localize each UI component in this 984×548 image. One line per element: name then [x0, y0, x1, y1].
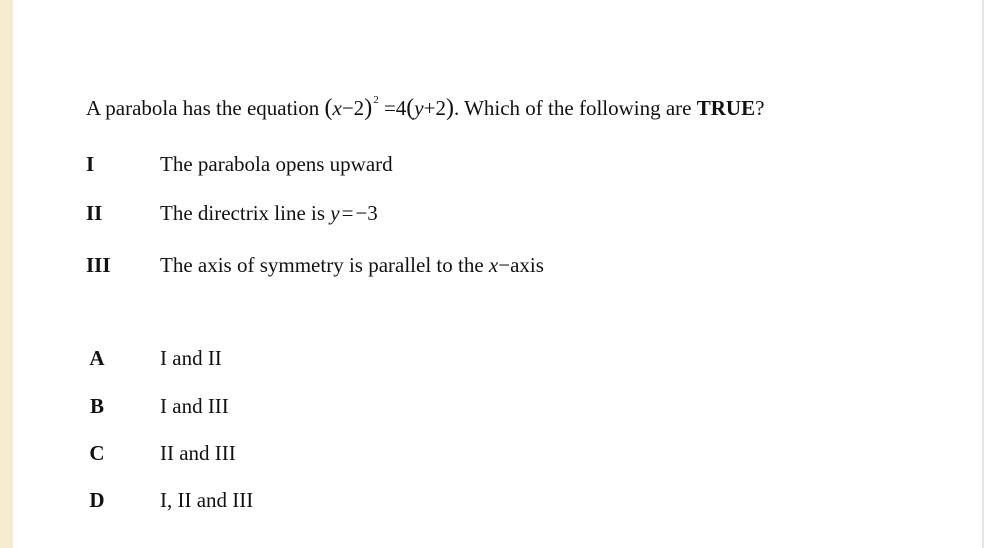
option-letter: C	[89, 441, 105, 465]
option-text: I, II and III	[160, 488, 254, 512]
question-emphasis: TRUE	[696, 96, 756, 120]
math-equals: =	[341, 201, 354, 225]
eq-left-paren-2: (	[406, 95, 415, 121]
statement-text: The parabola opens upward	[160, 152, 393, 176]
math-variable-x: x	[488, 253, 499, 277]
option-text: I and III	[160, 394, 229, 418]
math-dash: −	[498, 253, 511, 277]
question-stem	[86, 88, 764, 132]
equation	[325, 96, 454, 120]
eq-equals-four: =4	[383, 96, 407, 120]
statement-text-prefix: The axis of symmetry is parallel to the	[160, 253, 484, 277]
statement-numeral: III	[86, 253, 111, 277]
eq-right-paren-2: )	[445, 95, 454, 121]
statement-numeral: I	[86, 152, 95, 176]
option-text: I and II	[160, 346, 222, 370]
question-end: ?	[755, 96, 765, 120]
math-value: −3	[355, 201, 378, 225]
statement-text-prefix: The directrix line is	[160, 201, 326, 225]
question-suffix: . Which of the following are	[453, 96, 692, 120]
question-prefix: A parabola has the equation	[86, 96, 320, 120]
statement-numeral: II	[86, 201, 103, 225]
statement-text	[160, 253, 544, 278]
eq-x: x	[332, 96, 342, 120]
statement-text-suffix: axis	[510, 253, 544, 277]
eq-minus-two: −2	[341, 96, 365, 120]
option-letter: A	[89, 346, 105, 370]
eq-exponent: 2	[373, 94, 379, 106]
eq-y: y	[414, 96, 424, 120]
option-letter: D	[89, 488, 105, 512]
math-variable-y: y	[330, 201, 340, 225]
option-text: II and III	[160, 441, 236, 465]
eq-right-paren: )	[364, 95, 373, 121]
statement-text	[160, 201, 378, 226]
eq-plus-two: +2	[423, 96, 446, 120]
eq-left-paren: (	[324, 95, 333, 121]
option-letter: B	[89, 394, 104, 418]
left-margin-strip	[0, 0, 13, 548]
